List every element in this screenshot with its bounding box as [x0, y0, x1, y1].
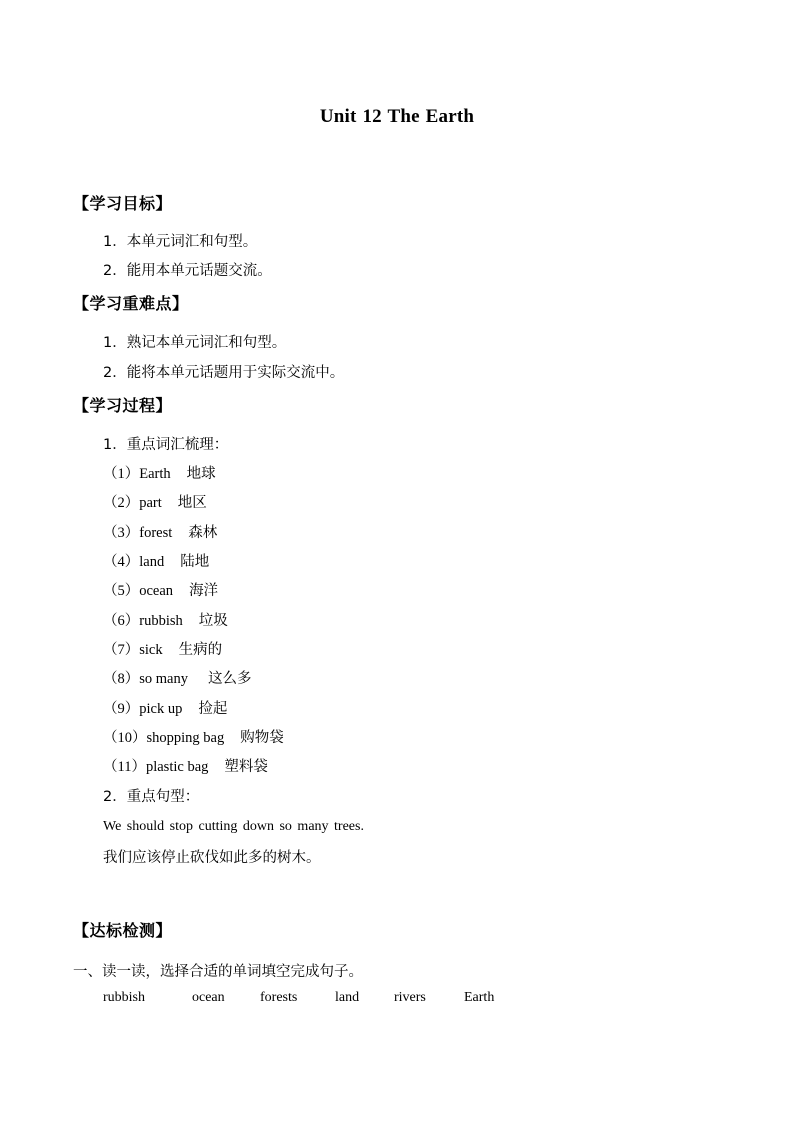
word-bank-item: rivers [394, 990, 426, 1005]
vocab-item [103, 641, 222, 659]
vocab-english: pick up [139, 701, 183, 717]
vocab-english: sick [139, 642, 163, 658]
vocab-number: （1） [103, 466, 140, 482]
vocab-chinese: 地区 [177, 495, 207, 511]
vocab-number: （5） [103, 583, 140, 599]
heading-process: 【学习过程】 [73, 396, 173, 415]
vocab-item [103, 758, 268, 776]
vocab-item [103, 494, 207, 512]
key-point-item-1: 1．熟记本单元词汇和句型。 [103, 335, 287, 351]
vocab-chinese: 生病的 [178, 642, 223, 658]
vocab-item [103, 612, 228, 630]
key-sentence-chinese: 我们应该停止砍伐如此多的树木。 [103, 850, 321, 866]
key-point-item-2: 2．能将本单元话题用于实际交流中。 [103, 365, 345, 381]
vocab-english: part [139, 495, 162, 511]
word-bank [0, 990, 794, 1010]
vocab-english: plastic bag [145, 759, 209, 775]
vocab-english: so many [139, 671, 188, 687]
vocab-chinese: 购物袋 [240, 730, 284, 746]
vocab-number: （7） [103, 642, 140, 658]
vocab-item [103, 553, 209, 571]
vocab-item [103, 465, 216, 483]
vocab-english: shopping bag [146, 730, 225, 746]
vocab-number: （2） [103, 495, 140, 511]
vocab-number: （6） [103, 613, 140, 629]
heading-goals: 【学习目标】 [73, 194, 173, 213]
vocab-label: 1．重点词汇梳理： [103, 437, 229, 453]
vocab-number: （4） [103, 554, 140, 570]
vocab-chinese: 海洋 [189, 583, 219, 599]
vocab-english: forest [139, 525, 173, 541]
vocab-chinese: 垃圾 [198, 613, 228, 629]
vocab-english: land [139, 554, 165, 570]
goal-item-1: 1．本单元词汇和句型。 [103, 234, 258, 250]
vocab-chinese: 捡起 [198, 701, 228, 717]
vocab-number: （11） [103, 759, 146, 775]
vocab-chinese: 陆地 [180, 554, 210, 570]
vocab-chinese: 塑料袋 [224, 759, 268, 775]
word-bank-item: rubbish [103, 990, 145, 1005]
sentence-label: 2．重点句型： [103, 789, 200, 805]
vocab-item [103, 582, 218, 600]
heading-check: 【达标检测】 [73, 921, 173, 940]
vocab-item [103, 524, 217, 542]
vocab-item [103, 700, 227, 718]
word-bank-item: Earth [464, 990, 495, 1005]
heading-key-points: 【学习重难点】 [73, 294, 189, 313]
key-sentence-english: We should stop cutting down so many trees. [103, 819, 364, 834]
word-bank-item: forests [260, 990, 298, 1005]
vocab-chinese: 地球 [186, 466, 216, 482]
vocab-chinese: 这么多 [207, 671, 252, 687]
word-bank-item: ocean [192, 990, 225, 1005]
page-title: Unit 12 The Earth [319, 106, 475, 127]
vocab-english: rubbish [139, 613, 183, 629]
goal-item-2: 2．能用本单元话题交流。 [103, 263, 272, 279]
vocab-item [103, 729, 284, 747]
vocab-number: （8） [103, 671, 140, 687]
word-bank-item: land [335, 990, 360, 1005]
vocab-item [103, 670, 251, 688]
vocab-english: Earth [139, 466, 171, 482]
vocab-number: （9） [103, 701, 140, 717]
vocab-number: （10） [103, 730, 147, 746]
vocab-number: （3） [103, 525, 140, 541]
task-1-instruction: 一、读一读，选择合适的单词填空完成句子。 [73, 964, 363, 980]
vocab-chinese: 森林 [188, 525, 218, 541]
vocab-english: ocean [139, 583, 174, 599]
